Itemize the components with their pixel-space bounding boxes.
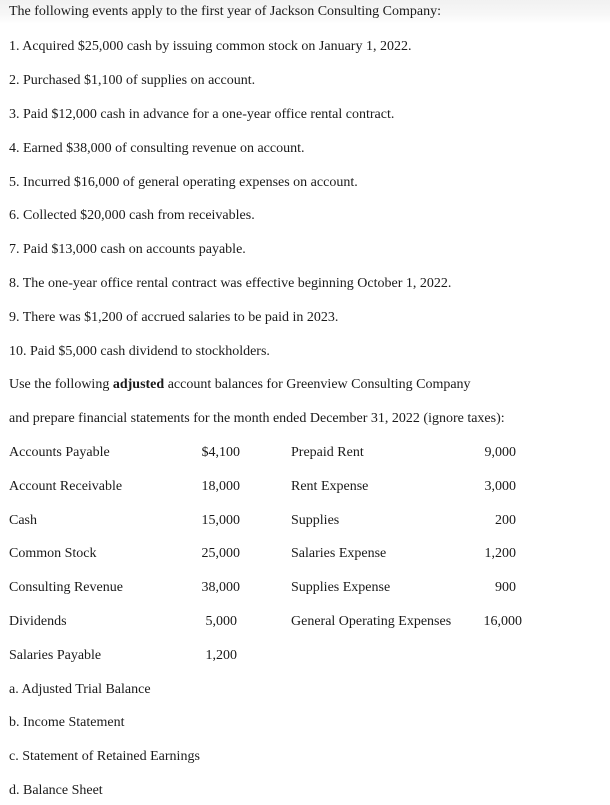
account-name: Supplies (291, 513, 340, 528)
task-item: b. Income Statement (9, 715, 125, 730)
account-amount: 15,000 (201, 513, 240, 528)
event-item: 4. Earned $38,000 of consulting revenue on account. (9, 141, 305, 156)
account-name: General Operating Expenses (291, 614, 452, 629)
account-amount: 900 (495, 580, 516, 595)
event-item: 10. Paid $5,000 cash dividend to stockholders. (9, 344, 270, 359)
account-amount: 18,000 (201, 479, 240, 494)
event-item: 7. Paid $13,000 cash on accounts payable. (9, 242, 246, 257)
account-name: Cash (9, 513, 37, 528)
account-amount: 1,200 (205, 648, 237, 663)
event-item: 9. There was $1,200 of accrued salaries to be paid in 2023. (9, 310, 339, 325)
event-item: 5. Incurred $16,000 of general operating expenses on account. (9, 175, 358, 190)
instruction-line-1 (9, 376, 471, 394)
instruction-prefix: Use the following (9, 377, 113, 392)
account-amount: 1,200 (484, 546, 516, 561)
event-item: 6. Collected $20,000 cash from receivables. (9, 208, 255, 223)
account-amount: 9,000 (484, 445, 516, 460)
account-name: Common Stock (9, 546, 97, 561)
account-name: Accounts Payable (9, 445, 110, 460)
instruction-bold-word: adjusted (112, 377, 165, 392)
account-amount: 38,000 (201, 580, 240, 595)
account-name: Salaries Payable (9, 648, 102, 663)
account-amount: 25,000 (201, 546, 240, 561)
account-amount: 3,000 (484, 479, 516, 494)
event-item: 2. Purchased $1,100 of supplies on account. (9, 73, 256, 88)
event-item: 3. Paid $12,000 cash in advance for a one-year office rental contract. (9, 107, 395, 122)
task-item: d. Balance Sheet (9, 783, 103, 798)
task-item: c. Statement of Retained Earnings (9, 749, 200, 764)
account-name: Rent Expense (291, 479, 369, 494)
task-item: a. Adjusted Trial Balance (9, 682, 151, 697)
account-amount: 5,000 (205, 614, 237, 629)
account-name: Consulting Revenue (9, 580, 123, 595)
intro-text: The following events apply to the first year of Jackson Consulting Company: (9, 4, 441, 19)
account-amount: 200 (495, 513, 516, 528)
account-amount: 16,000 (483, 614, 522, 629)
event-item: 8. The one-year office rental contract was effective beginning October 1, 2022. (9, 276, 452, 291)
instruction-suffix: account balances for Greenview Consulting Company (164, 377, 471, 392)
account-name: Prepaid Rent (291, 445, 364, 460)
account-name: Account Receivable (9, 479, 123, 494)
event-item: 1. Acquired $25,000 cash by issuing common stock on January 1, 2022. (9, 39, 412, 54)
instruction-line-2: and prepare financial statements for the month ended December 31, 2022 (ignore taxes): (9, 411, 505, 426)
account-name: Dividends (9, 614, 67, 629)
account-name: Supplies Expense (291, 580, 391, 595)
account-name: Salaries Expense (291, 546, 387, 561)
account-amount: $4,100 (201, 445, 240, 460)
